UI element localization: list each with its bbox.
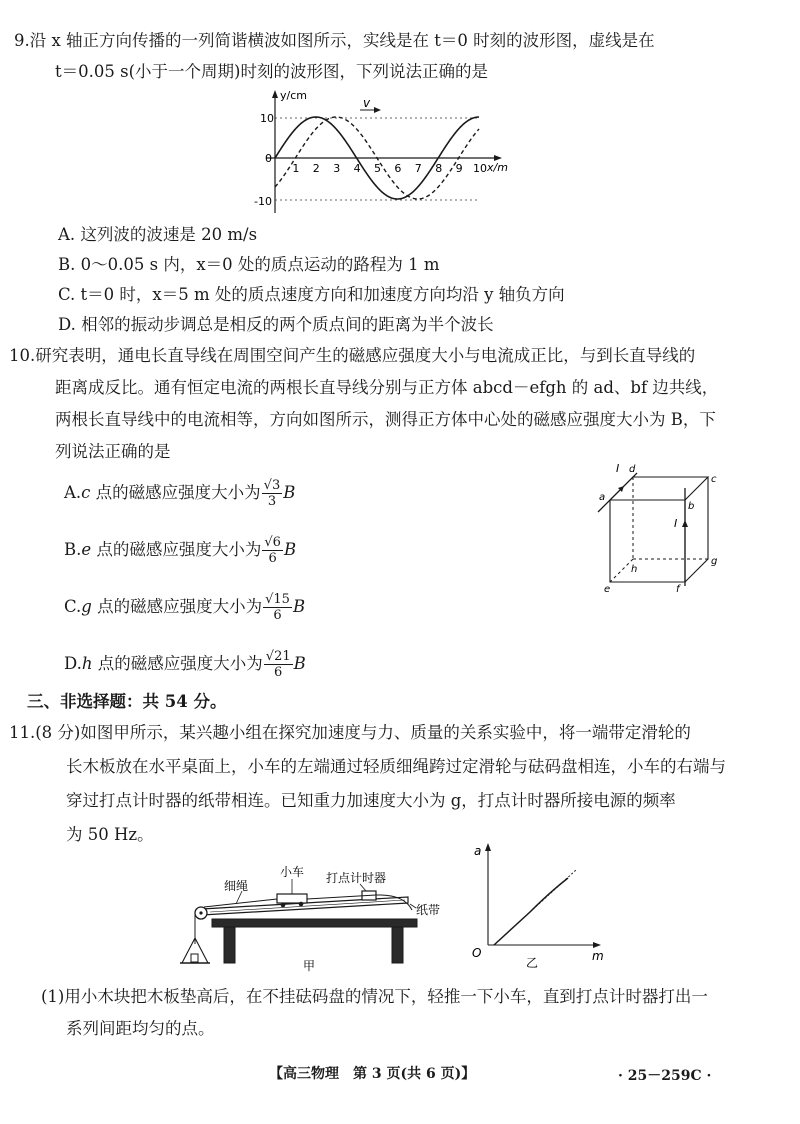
x-axis (266, 155, 502, 161)
x-tick-label: 3 (333, 162, 341, 175)
q10-line-1 (9, 345, 695, 367)
x-tick-label: 9 (455, 162, 463, 175)
y-tick-neg10: -10 (254, 195, 272, 208)
q9-option-d-label: D. (58, 315, 76, 334)
label-m: m (592, 949, 604, 963)
q10-option-c-numerator: √15 (265, 592, 290, 607)
q10-option-c (64, 592, 305, 623)
q10-option-a (64, 478, 295, 509)
q10-number: 10. (9, 346, 36, 365)
y-tick-0: 0 (265, 152, 272, 165)
q11-stem-4: 为 50 Hz。 (66, 825, 154, 844)
cube-edges-visible (610, 477, 708, 582)
q9-option-c-label: C. (58, 285, 76, 304)
q10-option-c-fraction (263, 592, 292, 623)
q10-option-d-point: h (81, 654, 93, 673)
vertex-b: b (688, 501, 695, 512)
q10-option-a-point: c (81, 483, 91, 502)
section-3-heading: 三、非选择题：共 54 分。 (27, 692, 227, 711)
q9-option-c-text: t＝0 时，x＝5 m 处的质点速度方向和加速度方向均沿 y 轴负方向 (80, 285, 565, 304)
label-I-right: I (674, 517, 678, 530)
q10-option-c-text: 点的磁感应强度大小为 (97, 597, 263, 616)
q10-option-d-text: 点的磁感应强度大小为 (97, 654, 263, 673)
q10-option-d-denominator: 6 (274, 665, 283, 680)
label-tape: 纸带 (416, 903, 441, 917)
q10-option-d (64, 649, 306, 680)
x-tick-labels (292, 162, 487, 175)
q10-option-b-denominator: 6 (268, 551, 277, 566)
vertex-e: e (604, 584, 611, 595)
x-tick-label: 7 (414, 162, 422, 175)
q10-option-c-label: C. (64, 597, 82, 616)
q10-stem-1: 研究表明，通电长直导线在周围空间产生的磁感应强度大小与电流成正比，与到长直导线的 (35, 346, 696, 365)
x-tick-label: 5 (374, 162, 381, 175)
q9-number: 9. (14, 31, 30, 50)
q11-sub1-line-1: (1)用小木块把木板垫高后，在不挂砝码盘的情况下，轻推一下小车，直到打点计时器打出一 (41, 987, 708, 1006)
q10-stem-3: 两根长直导线中的电流相等，方向如图所示，测得正方体中心处的磁感应强度大小为 B，下 (55, 410, 716, 429)
footer-page-info: 【高三物理 第 3 页(共 6 页)】 (269, 1066, 476, 1082)
q10-stem-4: 列说法正确的是 (55, 442, 171, 461)
q9-stem-1: 沿 x 轴正方向传播的一列简谐横波如图所示，实线是在 t＝0 时刻的波形图，虚线是在 (29, 31, 655, 50)
label-a: a (474, 844, 482, 858)
caption-jia: 甲 (303, 959, 316, 972)
q11-stem-3: 穿过打点计时器的纸带相连。已知重力加速度大小为 g，打点计时器所接电源的频率 (66, 791, 676, 810)
q10-option-c-denominator: 6 (273, 608, 282, 623)
q10-option-c-unit: B (292, 597, 306, 616)
pulley (195, 907, 207, 919)
q10-option-d-fraction (264, 649, 293, 680)
q10-stem-2: 距离成反比。通有恒定电流的两根长直导线分别与正方体 abcd－efgh 的 ad、bf 边共线， (55, 378, 719, 397)
q11-stem-2: 长木板放在水平桌面上，小车的左端通过轻质细绳跨过定滑轮与砝码盘相连，小车的右端与 (66, 757, 726, 776)
q9-option-d (58, 314, 494, 336)
q10-option-d-numerator: √21 (265, 649, 291, 664)
x-tick-label: 8 (435, 162, 443, 175)
q10-option-a-fraction (262, 478, 283, 509)
label-rope: 细绳 (224, 879, 249, 893)
q10-option-b-fraction (262, 535, 283, 566)
q10-option-b-text: 点的磁感应强度大小为 (96, 540, 262, 559)
x-axis-label: x/m (487, 161, 508, 174)
vertex-g: g (711, 556, 718, 567)
q9-option-d-text: 相邻的振动步调总是相反的两个质点间的距离为半个波长 (81, 315, 494, 334)
vertex-f: f (676, 584, 680, 595)
vertex-d: d (629, 464, 636, 475)
x-tick-label: 1 (292, 162, 300, 175)
vertex-h: h (631, 564, 638, 575)
axis-a (485, 843, 491, 945)
q9-option-a (58, 224, 257, 246)
y-tick-10: 10 (260, 112, 274, 125)
q10-option-d-label: D. (64, 654, 82, 673)
q11-number: 11. (9, 723, 36, 742)
q11-sub1-line-2: 系列间距均匀的点。 (66, 1019, 215, 1038)
x-tick-label: 2 (312, 162, 320, 175)
q11-figure-yi (458, 840, 608, 970)
q10-option-a-denominator: 3 (267, 494, 277, 509)
q10-option-b-numerator: √6 (264, 535, 281, 550)
q9-option-a-label: A. (58, 225, 76, 244)
footer-code: · 25－259C · (618, 1068, 712, 1084)
cube-edges-hidden (610, 477, 708, 582)
y-axis (272, 90, 278, 213)
q9-option-b-label: B. (58, 255, 76, 274)
x-tick-label: 10 (473, 162, 487, 175)
q9-wave-graph (240, 88, 530, 218)
q9-option-b (58, 254, 440, 276)
label-timer: 打点计时器 (326, 871, 387, 885)
q11-stem-1: (8 分)如图甲所示，某兴趣小组在探究加速度与力、质量的关系实验中，将一端带定滑轮的 (35, 723, 691, 742)
q9-option-a-text: 这列波的波速是 20 m/s (80, 225, 258, 244)
label-cart: 小车 (280, 865, 305, 879)
q10-option-b-label: B. (64, 540, 82, 559)
q10-option-a-numerator: √3 (263, 478, 281, 493)
q11-figure-jia (180, 862, 450, 972)
axis-m (488, 942, 601, 948)
label-I-top: I (616, 462, 620, 475)
timer-label-leader (360, 884, 366, 891)
q10-option-a-label: A. (64, 483, 82, 502)
q10-option-b-point: e (81, 540, 92, 559)
caption-yi: 乙 (526, 956, 539, 970)
vertex-a: a (599, 492, 606, 503)
q10-option-b-unit: B (283, 540, 297, 559)
y-axis-label: y/cm (280, 89, 307, 102)
q10-option-b (64, 535, 296, 566)
q9-stem-2: t＝0.05 s(小于一个周期)时刻的波形图，下列说法正确的是 (55, 62, 488, 81)
q10-option-a-text: 点的磁感应强度大小为 (95, 483, 261, 502)
x-tick-label: 6 (394, 162, 402, 175)
q11-line-1 (9, 722, 691, 744)
vertex-c: c (711, 474, 717, 485)
label-origin: O (472, 946, 482, 960)
q10-option-c-point: g (81, 597, 92, 616)
q9-option-c (58, 284, 565, 306)
x-tick-label: 4 (353, 162, 361, 175)
q10-option-a-unit: B (283, 483, 296, 502)
q9-option-b-text: 0～0.05 s 内，x＝0 处的质点运动的路程为 1 m (80, 255, 440, 274)
lab-table (212, 919, 417, 963)
q9-line-1 (14, 30, 655, 52)
velocity-label: v (363, 96, 371, 110)
q10-cube-diagram (590, 460, 725, 595)
q10-option-d-unit: B (293, 654, 306, 673)
